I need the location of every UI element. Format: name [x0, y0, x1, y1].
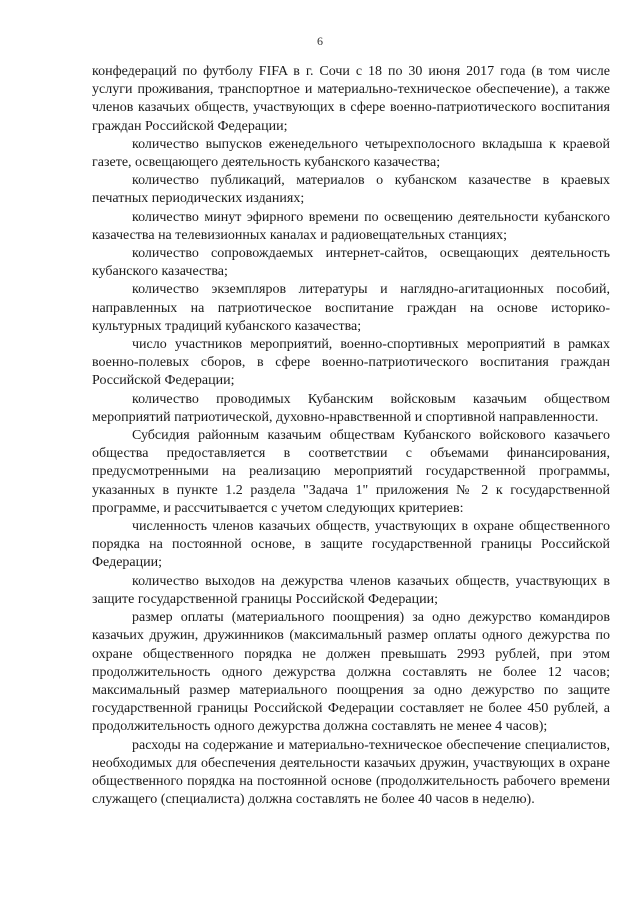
paragraph: количество экземпляров литературы и наглядно-агитационных пособий, направленных на патриотическое воспитание граждан на основе историко-культурных традиций кубанского казачества; [92, 282, 610, 334]
paragraph: количество выходов на дежурства членов казачьих обществ, участвующих в защите государственной границы Российской Федерации; [92, 573, 610, 607]
paragraph: количество проводимых Кубанским войсковым казачьим обществом мероприятий патриотической, духовно-нравственной и спортивной направленности. [92, 391, 610, 425]
document-body [92, 63, 610, 809]
paragraph: Субсидия районным казачьим обществам Кубанского войскового казачьего общества предоставляется в соответствии с объемами финансирования, предусмотренными на реализацию мероприятий государственной программы, указанных в пункте 1.2 раздела "Задача 1" приложения № 2 к государственной программе, и рассчитывается с учетом следующих критериев: [92, 428, 610, 516]
paragraph: расходы на содержание и материально-техническое обеспечение специалистов, необходимых для обеспечения деятельности казачьих дружин, участвующих в охране общественного порядка на постоянной основе (продолжительность рабочего времени служащего (специалиста) должна составлять не более 40 часов в неделю). [92, 737, 610, 808]
paragraph: конфедераций по футболу FIFA в г. Сочи с 18 по 30 июня 2017 года (в том числе услуги проживания, транспортное и материально-техническое обеспечение), а также членов казачьих обществ, участвующих в сфере военно-патриотического воспитания граждан Российской Федерации; [92, 64, 610, 134]
paragraph: количество публикаций, материалов о кубанском казачестве в краевых печатных периодических изданиях; [92, 173, 610, 207]
paragraph: количество минут эфирного времени по освещению деятельности кубанского казачества на телевизионных каналах и радиовещательных станциях; [92, 209, 610, 243]
paragraph: количество выпусков еженедельного четырехполосного вкладыша к краевой газете, освещающего деятельность кубанского казачества; [92, 136, 610, 171]
paragraph: число участников мероприятий, военно-спортивных мероприятий в рамках военно-полевых сборов, в сфере военно-патриотического воспитания граждан Российской Федерации; [92, 337, 610, 389]
paragraph: количество сопровождаемых интернет-сайтов, освещающих деятельность кубанского казачества; [92, 246, 610, 280]
paragraph: численность членов казачьих обществ, участвующих в охране общественного порядка на постоянной основе, в защите государственной границы Российской Федерации; [92, 519, 610, 571]
page-number: 6 [317, 34, 323, 48]
paragraph: размер оплаты (материального поощрения) за одно дежурство командиров казачьих дружин, дружинников (максимальный размер оплаты одного дежурства по охране общественного порядка не должен превышать 2993 рублей, при этом продолжительность одного дежурства должна составлять не более 12 часов; максимальный размер материального поощрения за одно дежурство по защите государственной границы Российской Федерации составляет не более 450 рублей, а продолжительность одного дежурства должна составлять не менее 4 часов); [92, 610, 610, 735]
